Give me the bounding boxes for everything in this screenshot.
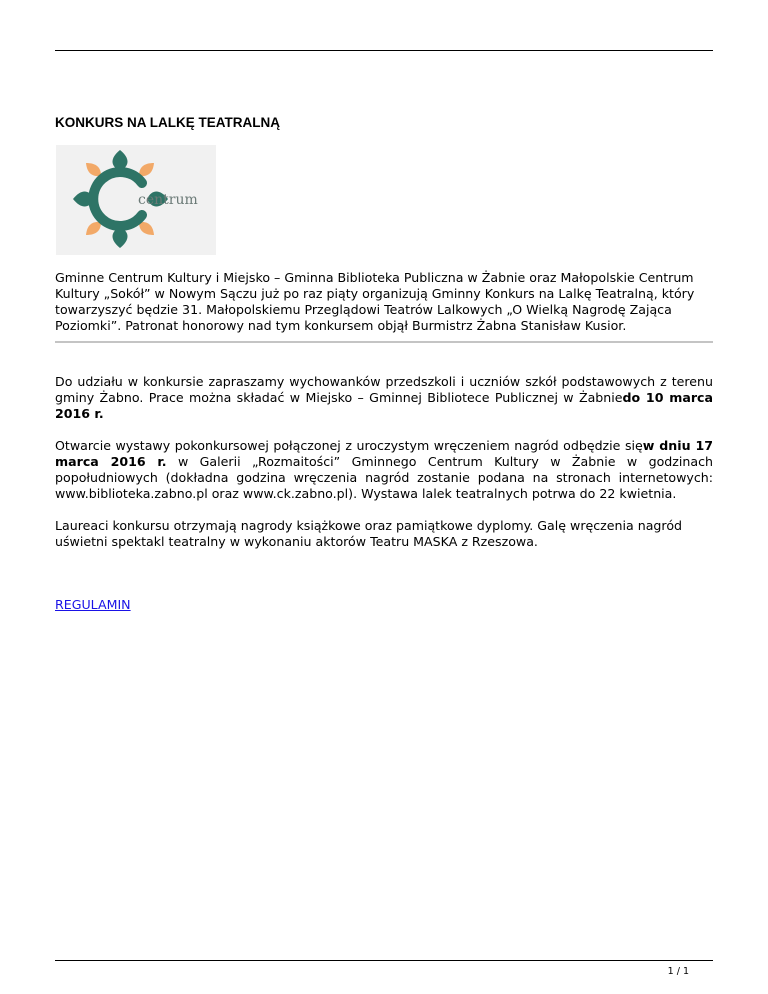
page-title: KONKURS NA LALKĘ TEATRALNĄ xyxy=(55,115,280,130)
participation-paragraph xyxy=(55,374,713,422)
centrum-logo xyxy=(56,145,216,255)
exhibition-text-before: Otwarcie wystawy pokonkursowej połączonej z uroczystym wręczeniem nagród odbędzie się xyxy=(55,438,643,453)
logo-text: centrum xyxy=(138,192,198,208)
intro-paragraph: Gminne Centrum Kultury i Miejsko – Gminna Biblioteka Publiczna w Żabnie oraz Małopolskie Centrum Kultury „Sokół” w Nowym Sączu już po raz piąty organizują Gminny Konkurs na Lalkę Teatralną, który towarzyszyć będzie 31. Małopolskiemu Przeglądowi Teatrów Lalkowych „O Wielką Nagrodę Zająca Poziomki”. Patronat honorowy nad tym konkursem objął Burmistrz Żabna Stanisław Kusior. xyxy=(55,270,695,333)
exhibition-text-after: w Galerii „Rozmaitości” Gminnego Centrum Kultury w Żabnie w godzinach popołudniowych (dokładna godzina wręczenia nagród zostanie podana na stronach internetowych: www.biblioteka.zabno.pl oraz www.ck.zabno.pl). Wystawa lalek teatralnych potrwa do 22 kwietnia. xyxy=(55,454,713,501)
page-number: 1 / 1 xyxy=(667,966,689,977)
regulamin-link[interactable]: REGULAMIN xyxy=(55,597,131,612)
exhibition-date: w dniu 17 marca 2016 r. xyxy=(55,438,713,469)
document-body xyxy=(55,115,713,613)
footer-rule xyxy=(55,960,713,961)
header-rule xyxy=(55,50,713,51)
deadline-date: do 10 marca 2016 r. xyxy=(55,390,713,421)
awards-paragraph: Laureaci konkursu otrzymają nagrody książkowe oraz pamiątkowe dyplomy. Galę wręczenia nagród uświetni spektakl teatralny w wykonaniu aktorów Teatru MASKA z Rzeszowa. xyxy=(55,518,683,549)
participation-text: Do udziału w konkursie zapraszamy wychowanków przedszkoli i uczniów szkół podstawowych z terenu gminy Żabno. Prace można składać w Miejsko – Gminnej Bibliotece Publicznej w Żabnie xyxy=(55,374,713,405)
exhibition-paragraph xyxy=(55,438,713,502)
section-divider xyxy=(55,341,713,343)
